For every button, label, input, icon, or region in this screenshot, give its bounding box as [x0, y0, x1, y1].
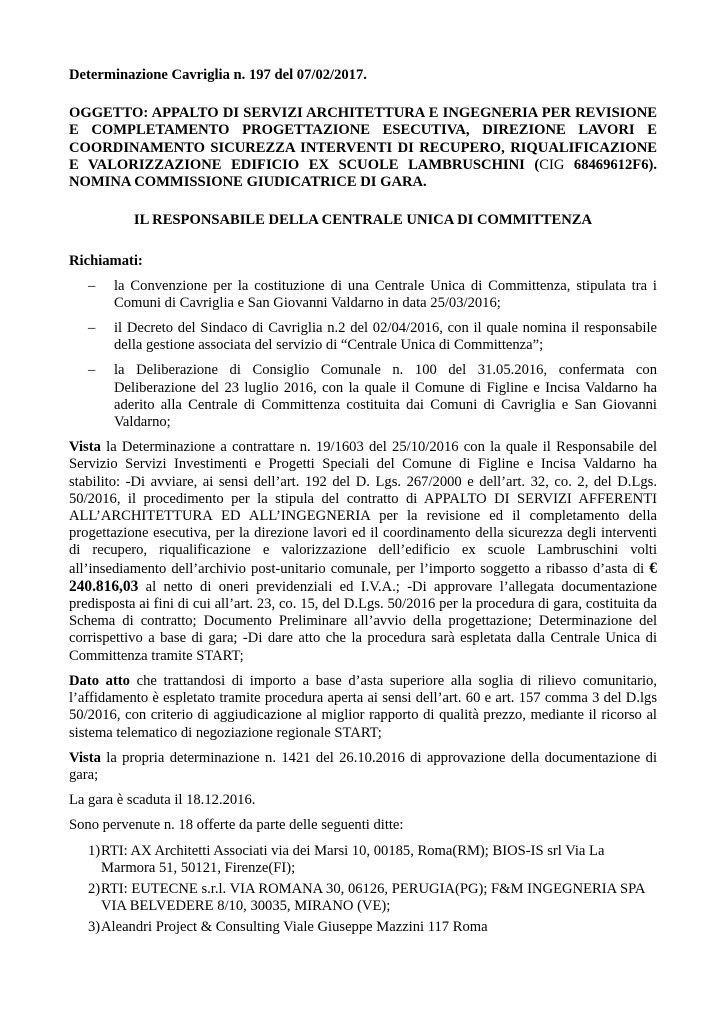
paragraph-lead: Dato atto [69, 672, 130, 689]
list-item: – la Deliberazione di Consiglio Comunale n. 100 del 31.05.2016, confermata con Deliberazione del 23 luglio 2016, con la quale il Comune di Figline e Incisa Valdarno ha aderito alla Centrale di Committenza costituita dai Comuni di Cavriglia e San Giovanni Valdarno; [69, 362, 657, 431]
paragraph-lead: Vista [69, 439, 101, 456]
list-item: – il Decreto del Sindaco di Cavriglia n.2 del 02/04/2016, con il quale nomina il responsabile della gestione associata del servizio di “Centrale Unica di Committenza”; [69, 320, 657, 354]
document-title: Determinazione Cavriglia n. 197 del 07/02/2017. [69, 67, 367, 83]
richiamati-heading: Richiamati: [69, 253, 143, 270]
paragraph-scadenza: La gara è scaduta il 18.12.2016. [69, 792, 256, 809]
subject-cig-label: CIG [539, 156, 565, 173]
list-item [69, 881, 657, 915]
document-body [69, 67, 657, 941]
list-item [69, 843, 657, 877]
item-number: 1) [88, 842, 101, 859]
list-item: – la Convenzione per la costituzione di una Centrale Unica di Committenza, stipulata tra i Comuni di Cavriglia e San Giovanni Valdarno in data 25/03/2016; [69, 278, 657, 312]
contract-amount: € 240.816,03 [69, 559, 657, 595]
subject-block [69, 105, 657, 191]
paragraph-vista-determinazione [69, 439, 657, 665]
item-text: RTI: AX Architetti Associati via dei Marsi 10, 00185, Roma(RM); BIOS-IS srl Via La Marmora 51, 50121, Firenze(FI); [101, 842, 605, 876]
ditte-list [69, 843, 657, 937]
item-text: RTI: EUTECNE s.r.l. VIA ROMANA 30, 06126, PERUGIA(PG); F&M INGEGNERIA SPA VIA BELVEDERE 8/10, 30035, MIRANO (VE); [101, 880, 645, 915]
paragraph-text: la Determinazione a contrattare n. 19/1603 del 25/10/2016 con la quale il Responsabile del Servizio Servizi Investimenti e Progetti Speciali del Comune di Figline e Incisa Valdarno ha stabilito: -Di avviare, ai sensi dell’art. 192 del D. Lgs. 267/2000 e dell’art. 32, co. 2, del D.Lgs. 50/2016, il procedimento per la stipula del contratto di APPALTO DI SERVIZI AFFERENTI ALL’ARCHITETTURA ED ALL’INGEGNERIA per la revisione ed il completamento della progettazione esecutiva, per la direzione lavori ed il coordinamento della sicurezza degli interventi di recupero, riqualificazione e valorizzazione dell’edificio ex scuole Lambruschini volti all’insediamento dell’archivio post-unitario comunale, per l’importo soggetto a ribasso d’asta di [69, 439, 657, 577]
paragraph-text: la propria determinazione n. 1421 del 26.10.2016 di approvazione della documentazione di gara; [69, 749, 657, 783]
item-number: 3) [88, 919, 101, 936]
issuer-heading: IL RESPONSABILE DELLA CENTRALE UNICA DI COMMITTENZA [133, 212, 593, 229]
richiamati-list [69, 278, 657, 432]
paragraph-text: che trattandosi di importo a base d’asta superiore alla soglia di rilievo comunitario, l’affidamento è espletato tramite procedura aperta ai sensi dell’art. 60 e art. 157 comma 3 del D.lgs 50/2016, con criterio di aggiudicazione al miglior rapporto di qualità prezzo, mediante il ricorso al sistema telematico di negoziazione regionale START; [69, 672, 657, 741]
paragraph-dato-atto [69, 673, 657, 742]
paragraph-text: al netto di oneri previdenziali ed I.V.A.; -Di approvare l’allegata documentazione predisposta ai fini di cui all’art. 23, co. 15, del D.Lgs. 50/2016 per la procedura di gara, costituita da Schema di contratto; Documento Preliminare all’avvio della progettazione; Determinazione del corrispettivo a base di gara; -Di dare atto che la procedura sarà espletata dalla Centrale Unica di Committenza tramite START; [69, 578, 657, 664]
list-item [69, 919, 657, 936]
item-text: Aleandri Project & Consulting Viale Giuseppe Mazzini 117 Roma [101, 919, 488, 936]
item-number: 2) [88, 880, 101, 897]
paragraph-vista-propria [69, 750, 657, 784]
paragraph-offerte: Sono pervenute n. 18 offerte da parte delle seguenti ditte: [69, 817, 404, 834]
paragraph-lead: Vista [69, 749, 101, 766]
subject-end: 68469612F6). NOMINA COMMISSIONE GIUDICATRICE DI GARA. [69, 156, 657, 191]
subject-main: OGGETTO: APPALTO DI SERVIZI ARCHITETTURA E INGEGNERIA PER REVISIONE E COMPLETAMENTO PROGETTAZIONE ESECUTIVA, DIREZIONE LAVORI E COORDINAMENTO SICUREZZA INTERVENTI DI RECUPERO, RIQUALIFICAZIONE E VALORIZZAZIONE EDIFICIO EX SCUOLE LAMBRUSCHINI ( [69, 105, 657, 173]
